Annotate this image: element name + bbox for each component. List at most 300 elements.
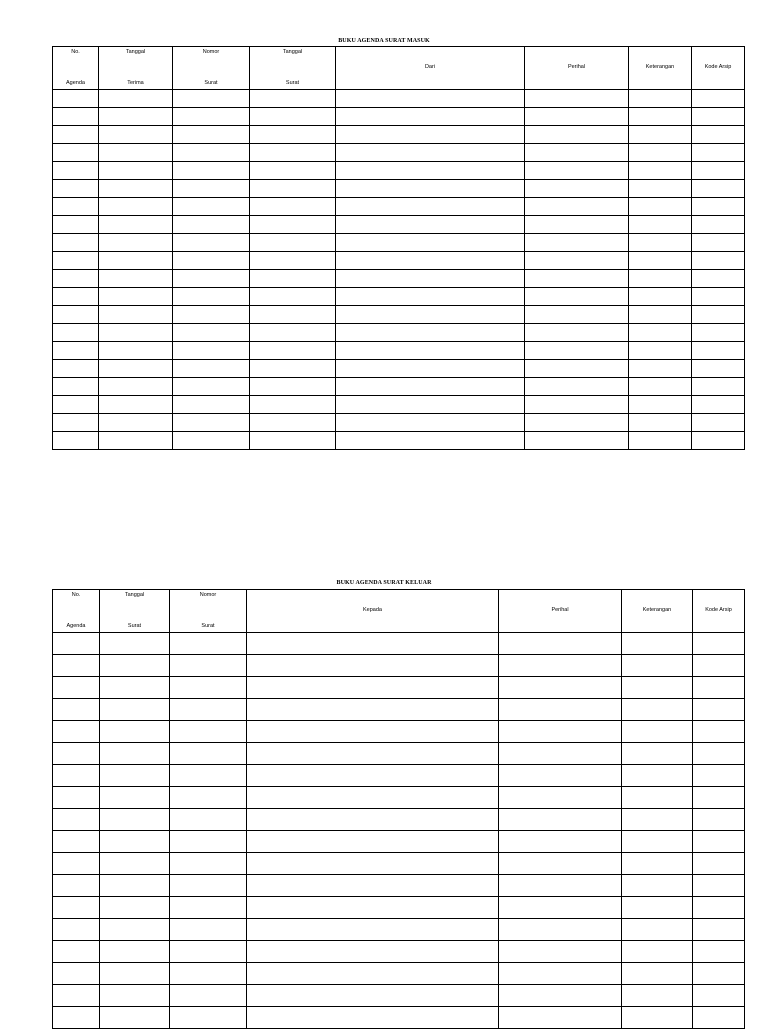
- masuk-table-cell: [692, 126, 745, 144]
- masuk-table-cell: [525, 360, 629, 378]
- keluar-table-cell: [499, 897, 622, 919]
- masuk-table-cell: [525, 252, 629, 270]
- masuk-table-row: [53, 360, 745, 378]
- keluar-table-cell: [100, 1007, 170, 1029]
- keluar-col-tanggal-surat: Tanggal Surat: [100, 590, 170, 633]
- masuk-table-cell: [173, 144, 250, 162]
- masuk-table-cell: [53, 108, 99, 126]
- masuk-table-cell: [336, 396, 525, 414]
- keluar-table-cell: [622, 875, 693, 897]
- keluar-table-cell: [622, 1007, 693, 1029]
- keluar-table-cell: [170, 655, 247, 677]
- masuk-table-cell: [692, 324, 745, 342]
- masuk-table-cell: [525, 342, 629, 360]
- keluar-table-cell: [247, 875, 499, 897]
- masuk-table-row: [53, 288, 745, 306]
- keluar-table-cell: [693, 655, 745, 677]
- masuk-table-cell: [525, 216, 629, 234]
- masuk-table-cell: [336, 126, 525, 144]
- masuk-header-row: [53, 47, 745, 90]
- keluar-table-cell: [622, 699, 693, 721]
- keluar-table-cell: [170, 875, 247, 897]
- masuk-table-cell: [250, 144, 336, 162]
- keluar-table-cell: [170, 1007, 247, 1029]
- keluar-table-cell: [53, 919, 100, 941]
- keluar-table-row: [53, 677, 745, 699]
- masuk-table-cell: [525, 378, 629, 396]
- masuk-table-cell: [99, 378, 173, 396]
- masuk-table-cell: [250, 396, 336, 414]
- masuk-table-cell: [629, 126, 692, 144]
- keluar-table-cell: [170, 633, 247, 655]
- keluar-col-perihal: Perihal: [499, 590, 622, 633]
- keluar-table-cell: [247, 853, 499, 875]
- masuk-table-row: [53, 108, 745, 126]
- keluar-title: BUKU AGENDA SURAT KELUAR: [336, 580, 432, 586]
- keluar-table-cell: [622, 853, 693, 875]
- masuk-table-cell: [692, 180, 745, 198]
- keluar-table-cell: [499, 831, 622, 853]
- masuk-table-row: [53, 342, 745, 360]
- masuk-col-perihal: Perihal: [525, 47, 629, 90]
- masuk-table-cell: [525, 288, 629, 306]
- masuk-col-nomor-surat: Nomor Surat: [173, 47, 250, 90]
- masuk-table-cell: [525, 270, 629, 288]
- masuk-table-cell: [250, 126, 336, 144]
- keluar-table-cell: [622, 941, 693, 963]
- keluar-table-row: [53, 897, 745, 919]
- keluar-table-cell: [622, 809, 693, 831]
- keluar-table-cell: [53, 1007, 100, 1029]
- masuk-table-cell: [53, 126, 99, 144]
- keluar-table-cell: [53, 765, 100, 787]
- keluar-table-cell: [499, 985, 622, 1007]
- keluar-table-cell: [622, 787, 693, 809]
- masuk-table-cell: [250, 378, 336, 396]
- keluar-table-row: [53, 765, 745, 787]
- masuk-table-cell: [336, 180, 525, 198]
- masuk-table-cell: [629, 108, 692, 126]
- keluar-table-cell: [247, 699, 499, 721]
- masuk-table-cell: [692, 162, 745, 180]
- masuk-table-cell: [629, 414, 692, 432]
- keluar-table-cell: [247, 897, 499, 919]
- masuk-table-cell: [99, 432, 173, 450]
- masuk-table-cell: [629, 216, 692, 234]
- keluar-table-cell: [693, 897, 745, 919]
- keluar-table-cell: [170, 985, 247, 1007]
- masuk-table-cell: [99, 324, 173, 342]
- keluar-table-cell: [247, 677, 499, 699]
- masuk-table-cell: [629, 306, 692, 324]
- masuk-table-cell: [336, 198, 525, 216]
- keluar-table-cell: [170, 699, 247, 721]
- masuk-table-cell: [629, 432, 692, 450]
- masuk-table-cell: [525, 432, 629, 450]
- masuk-table-cell: [336, 360, 525, 378]
- masuk-table-cell: [629, 198, 692, 216]
- masuk-table-row: [53, 270, 745, 288]
- keluar-table-cell: [499, 765, 622, 787]
- keluar-table-row: [53, 721, 745, 743]
- keluar-table-cell: [100, 985, 170, 1007]
- masuk-table-cell: [250, 288, 336, 306]
- masuk-table-cell: [99, 162, 173, 180]
- keluar-table-cell: [170, 853, 247, 875]
- keluar-table-cell: [100, 765, 170, 787]
- keluar-table-cell: [53, 941, 100, 963]
- keluar-table-cell: [693, 831, 745, 853]
- masuk-table-cell: [99, 180, 173, 198]
- masuk-table-cell: [250, 324, 336, 342]
- masuk-table-cell: [250, 270, 336, 288]
- masuk-table-cell: [99, 342, 173, 360]
- masuk-table-cell: [629, 162, 692, 180]
- masuk-table-cell: [99, 252, 173, 270]
- masuk-table-cell: [336, 144, 525, 162]
- masuk-table-cell: [525, 126, 629, 144]
- masuk-table-cell: [692, 216, 745, 234]
- masuk-table-cell: [336, 342, 525, 360]
- masuk-table-cell: [173, 396, 250, 414]
- masuk-table-cell: [336, 288, 525, 306]
- keluar-table-row: [53, 633, 745, 655]
- masuk-table-row: [53, 324, 745, 342]
- masuk-table-cell: [53, 360, 99, 378]
- keluar-table-cell: [53, 633, 100, 655]
- masuk-table-body: [53, 90, 745, 450]
- masuk-table-cell: [99, 234, 173, 252]
- keluar-table-cell: [53, 809, 100, 831]
- masuk-table-cell: [250, 414, 336, 432]
- keluar-table-row: [53, 831, 745, 853]
- masuk-table-cell: [173, 414, 250, 432]
- masuk-table-cell: [99, 360, 173, 378]
- keluar-table-cell: [693, 809, 745, 831]
- keluar-table-cell: [170, 743, 247, 765]
- masuk-table-cell: [692, 342, 745, 360]
- keluar-table-cell: [100, 809, 170, 831]
- masuk-table-row: [53, 378, 745, 396]
- masuk-table-cell: [336, 324, 525, 342]
- keluar-table-row: [53, 919, 745, 941]
- keluar-table-cell: [622, 985, 693, 1007]
- keluar-table: [52, 589, 745, 1029]
- keluar-table-cell: [693, 743, 745, 765]
- masuk-table-cell: [173, 216, 250, 234]
- masuk-table-cell: [53, 180, 99, 198]
- masuk-table-cell: [692, 378, 745, 396]
- keluar-table-cell: [247, 941, 499, 963]
- masuk-table-cell: [525, 108, 629, 126]
- masuk-table-cell: [173, 360, 250, 378]
- keluar-table-cell: [693, 633, 745, 655]
- keluar-table-cell: [622, 677, 693, 699]
- keluar-table-row: [53, 875, 745, 897]
- keluar-table-cell: [247, 743, 499, 765]
- masuk-table-cell: [692, 414, 745, 432]
- masuk-table-cell: [250, 342, 336, 360]
- masuk-table-cell: [53, 288, 99, 306]
- masuk-table-cell: [53, 162, 99, 180]
- keluar-table-cell: [693, 853, 745, 875]
- masuk-table-cell: [53, 378, 99, 396]
- masuk-table-cell: [250, 162, 336, 180]
- masuk-table-cell: [250, 234, 336, 252]
- masuk-table-cell: [525, 198, 629, 216]
- masuk-table-cell: [99, 396, 173, 414]
- keluar-table-cell: [499, 721, 622, 743]
- keluar-table-cell: [247, 985, 499, 1007]
- keluar-table-cell: [622, 743, 693, 765]
- keluar-table-cell: [499, 941, 622, 963]
- keluar-table-cell: [247, 919, 499, 941]
- masuk-table-cell: [99, 198, 173, 216]
- keluar-table-cell: [53, 677, 100, 699]
- masuk-table-row: [53, 216, 745, 234]
- masuk-table-cell: [99, 306, 173, 324]
- masuk-col-no-agenda: No. Agenda: [53, 47, 99, 90]
- keluar-table-cell: [170, 941, 247, 963]
- keluar-table-cell: [100, 897, 170, 919]
- masuk-table-row: [53, 144, 745, 162]
- keluar-col-nomor-surat: Nomor Surat: [170, 590, 247, 633]
- keluar-table-row: [53, 787, 745, 809]
- masuk-table-cell: [250, 198, 336, 216]
- keluar-table-cell: [499, 809, 622, 831]
- masuk-table-cell: [173, 432, 250, 450]
- masuk-table-cell: [692, 288, 745, 306]
- keluar-table-cell: [53, 985, 100, 1007]
- masuk-table-cell: [336, 216, 525, 234]
- masuk-table-row: [53, 90, 745, 108]
- masuk-table-cell: [629, 288, 692, 306]
- keluar-table-cell: [499, 787, 622, 809]
- masuk-table-cell: [53, 414, 99, 432]
- keluar-table-cell: [100, 655, 170, 677]
- keluar-table-cell: [622, 963, 693, 985]
- masuk-table-cell: [629, 90, 692, 108]
- keluar-col-no-agenda: No. Agenda: [53, 590, 100, 633]
- masuk-table-row: [53, 126, 745, 144]
- masuk-col-kode-arsip: Kode Arsip: [692, 47, 745, 90]
- masuk-table-cell: [53, 306, 99, 324]
- masuk-table-cell: [99, 216, 173, 234]
- masuk-table-cell: [629, 378, 692, 396]
- masuk-table-cell: [53, 252, 99, 270]
- keluar-table-cell: [622, 919, 693, 941]
- masuk-table-cell: [173, 108, 250, 126]
- masuk-title: BUKU AGENDA SURAT MASUK: [338, 38, 430, 44]
- masuk-table-cell: [250, 360, 336, 378]
- keluar-table-cell: [499, 919, 622, 941]
- masuk-table: [52, 46, 745, 450]
- masuk-table-cell: [250, 180, 336, 198]
- masuk-table-cell: [250, 90, 336, 108]
- keluar-table-cell: [100, 743, 170, 765]
- masuk-table-cell: [99, 126, 173, 144]
- keluar-table-cell: [499, 677, 622, 699]
- masuk-table-cell: [692, 360, 745, 378]
- masuk-table-cell: [692, 144, 745, 162]
- keluar-table-cell: [499, 853, 622, 875]
- masuk-table-cell: [525, 162, 629, 180]
- masuk-table-cell: [629, 252, 692, 270]
- keluar-table-cell: [247, 963, 499, 985]
- masuk-table-cell: [53, 234, 99, 252]
- masuk-table-cell: [692, 306, 745, 324]
- keluar-table-cell: [100, 699, 170, 721]
- keluar-table-row: [53, 809, 745, 831]
- masuk-table-cell: [336, 252, 525, 270]
- masuk-table-cell: [629, 342, 692, 360]
- keluar-table-cell: [247, 765, 499, 787]
- masuk-table-cell: [250, 432, 336, 450]
- keluar-table-cell: [100, 831, 170, 853]
- keluar-table-cell: [693, 941, 745, 963]
- keluar-table-cell: [170, 721, 247, 743]
- keluar-table-cell: [693, 699, 745, 721]
- masuk-table-row: [53, 198, 745, 216]
- keluar-table-cell: [53, 655, 100, 677]
- masuk-table-cell: [53, 432, 99, 450]
- masuk-table-cell: [250, 252, 336, 270]
- masuk-table-cell: [336, 306, 525, 324]
- keluar-table-cell: [53, 897, 100, 919]
- keluar-table-row: [53, 655, 745, 677]
- masuk-table-cell: [336, 108, 525, 126]
- keluar-table-cell: [622, 721, 693, 743]
- masuk-table-cell: [99, 90, 173, 108]
- masuk-table-cell: [173, 306, 250, 324]
- keluar-table-body: [53, 633, 745, 1029]
- masuk-table-row: [53, 162, 745, 180]
- keluar-table-cell: [693, 1007, 745, 1029]
- keluar-table-row: [53, 941, 745, 963]
- masuk-table-cell: [629, 180, 692, 198]
- keluar-table-row: [53, 853, 745, 875]
- masuk-table-cell: [250, 108, 336, 126]
- keluar-table-cell: [247, 655, 499, 677]
- masuk-table-cell: [99, 288, 173, 306]
- masuk-table-cell: [692, 108, 745, 126]
- masuk-table-cell: [692, 198, 745, 216]
- masuk-table-cell: [336, 90, 525, 108]
- masuk-table-cell: [53, 144, 99, 162]
- keluar-table-cell: [170, 831, 247, 853]
- keluar-table-cell: [693, 765, 745, 787]
- masuk-table-row: [53, 180, 745, 198]
- keluar-table-cell: [693, 875, 745, 897]
- masuk-table-cell: [53, 342, 99, 360]
- masuk-table-cell: [53, 324, 99, 342]
- masuk-table-cell: [525, 414, 629, 432]
- keluar-table-cell: [247, 721, 499, 743]
- keluar-table-cell: [100, 963, 170, 985]
- keluar-table-cell: [100, 919, 170, 941]
- masuk-table-cell: [173, 378, 250, 396]
- keluar-table-cell: [499, 655, 622, 677]
- masuk-table-cell: [692, 234, 745, 252]
- masuk-table-cell: [629, 324, 692, 342]
- masuk-table-cell: [692, 432, 745, 450]
- keluar-table-cell: [622, 831, 693, 853]
- masuk-table-cell: [173, 162, 250, 180]
- keluar-table-cell: [499, 1007, 622, 1029]
- keluar-table-cell: [247, 1007, 499, 1029]
- masuk-table-row: [53, 432, 745, 450]
- keluar-table-cell: [100, 721, 170, 743]
- keluar-table-cell: [100, 677, 170, 699]
- keluar-table-cell: [53, 721, 100, 743]
- keluar-table-cell: [247, 787, 499, 809]
- keluar-table-cell: [693, 963, 745, 985]
- masuk-table-cell: [173, 198, 250, 216]
- masuk-table-cell: [250, 306, 336, 324]
- masuk-table-cell: [629, 144, 692, 162]
- keluar-table-cell: [693, 677, 745, 699]
- masuk-table-cell: [692, 270, 745, 288]
- masuk-table-cell: [173, 324, 250, 342]
- masuk-col-dari: Dari: [336, 47, 525, 90]
- masuk-table-cell: [629, 234, 692, 252]
- masuk-table-cell: [525, 396, 629, 414]
- keluar-table-row: [53, 985, 745, 1007]
- keluar-table-cell: [100, 853, 170, 875]
- masuk-table-cell: [336, 270, 525, 288]
- keluar-table-cell: [53, 831, 100, 853]
- masuk-table-cell: [99, 144, 173, 162]
- keluar-table-row: [53, 699, 745, 721]
- keluar-table-cell: [693, 787, 745, 809]
- keluar-table-cell: [693, 985, 745, 1007]
- masuk-table-cell: [173, 252, 250, 270]
- masuk-table-cell: [336, 414, 525, 432]
- keluar-table-cell: [622, 655, 693, 677]
- masuk-table-row: [53, 414, 745, 432]
- keluar-table-cell: [53, 963, 100, 985]
- masuk-table-cell: [692, 396, 745, 414]
- keluar-table-cell: [499, 743, 622, 765]
- masuk-col-keterangan: Keterangan: [629, 47, 692, 90]
- masuk-table-cell: [53, 216, 99, 234]
- masuk-table-cell: [629, 270, 692, 288]
- masuk-table-cell: [525, 324, 629, 342]
- keluar-table-cell: [53, 787, 100, 809]
- masuk-table-cell: [173, 180, 250, 198]
- masuk-col-tanggal-terima: Tanggal Terima: [99, 47, 173, 90]
- masuk-table-cell: [692, 252, 745, 270]
- masuk-table-cell: [629, 360, 692, 378]
- masuk-table-cell: [525, 90, 629, 108]
- keluar-table-cell: [53, 875, 100, 897]
- masuk-col-tanggal-surat: Tanggal Surat: [250, 47, 336, 90]
- masuk-table-cell: [336, 378, 525, 396]
- keluar-table-cell: [170, 897, 247, 919]
- keluar-table-cell: [170, 963, 247, 985]
- masuk-table-cell: [173, 288, 250, 306]
- masuk-table-row: [53, 252, 745, 270]
- masuk-table-cell: [99, 270, 173, 288]
- masuk-table-cell: [336, 162, 525, 180]
- masuk-table-cell: [336, 234, 525, 252]
- masuk-table-cell: [525, 234, 629, 252]
- keluar-table-cell: [170, 809, 247, 831]
- masuk-table-cell: [173, 270, 250, 288]
- keluar-table-cell: [53, 853, 100, 875]
- keluar-table-cell: [100, 787, 170, 809]
- masuk-table-row: [53, 306, 745, 324]
